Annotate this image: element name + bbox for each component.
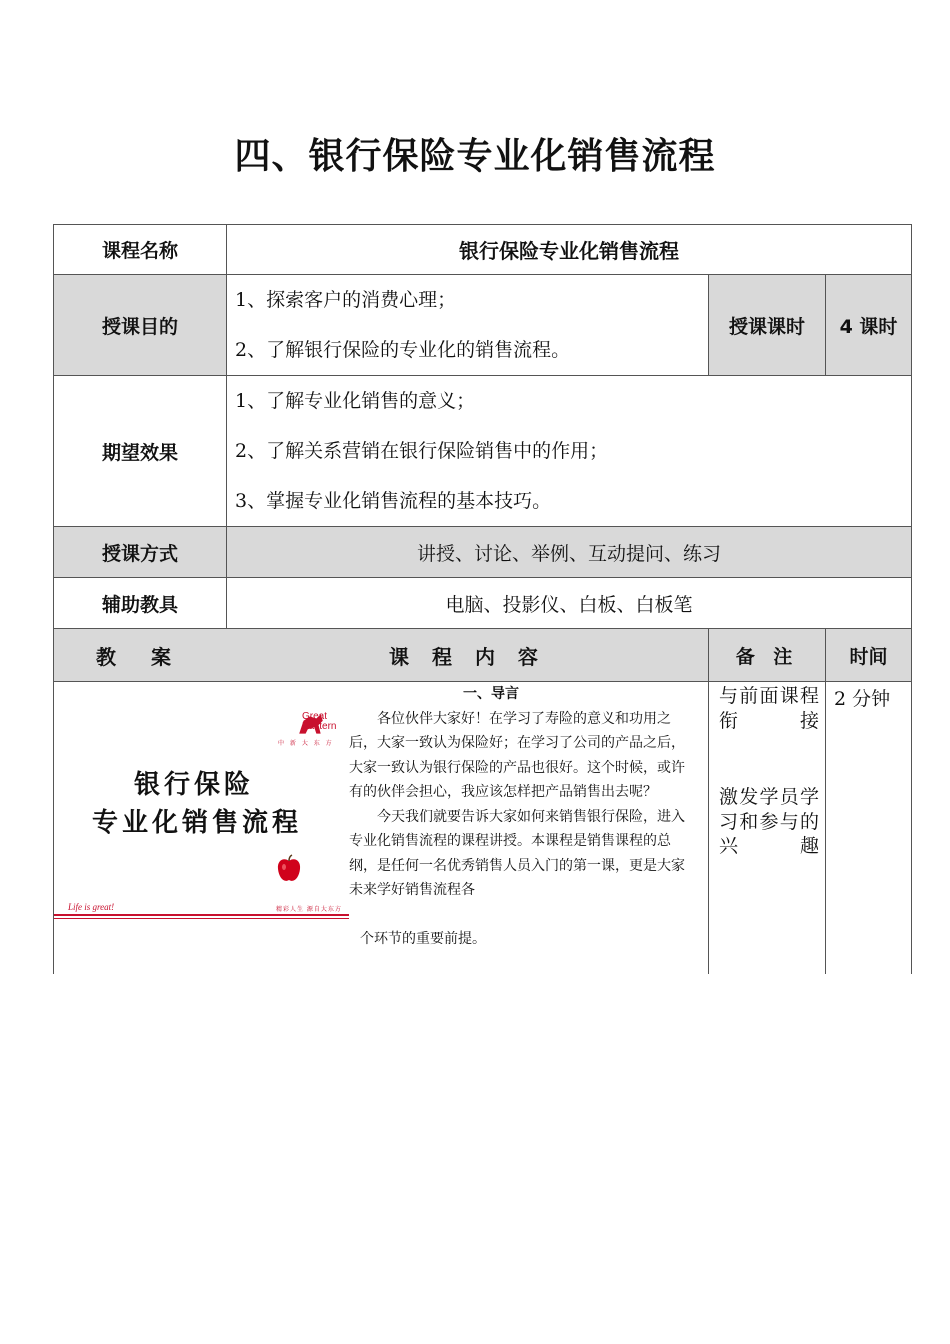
row-course-name [54, 225, 912, 275]
row-lesson [54, 682, 912, 974]
purpose-label: 授课目的 [54, 275, 227, 376]
purpose-list [227, 275, 709, 376]
row-effect [54, 376, 912, 527]
apple-icon [276, 854, 302, 884]
effect-item: 2、了解关系营销在银行保险销售中的作用； [235, 440, 609, 462]
header-notes: 备 注 [709, 629, 826, 682]
logo-cn-text: 中 新 大 东 方 [278, 740, 334, 747]
header-content: 课 程 内 容 [389, 644, 546, 669]
cover-slide-image [54, 682, 349, 922]
effect-label: 期望效果 [54, 376, 227, 527]
notes-cell [709, 682, 826, 974]
effect-item: 1、了解专业化销售的意义； [235, 390, 476, 412]
aids-value: 电脑、投影仪、白板、白板笔 [227, 578, 912, 629]
effect-item: 3、掌握专业化销售流程的基本技巧。 [235, 490, 552, 512]
page-title: 四、银行保险专业化销售流程 [234, 136, 716, 177]
row-header [54, 629, 912, 682]
slide-motto: 精彩人生 源自大东方 [276, 906, 342, 913]
slide-stripe [54, 918, 349, 919]
lesson-paragraph: 各位伙伴大家好！在学习了寿险的意义和功用之后，大家一致认为保险好；在学习了公司的产品之后，大家一致认为银行保险的产品也很好。这个时候，或许有的伙伴会担心，我应该怎样把产品销售出去呢？ [349, 710, 685, 800]
purpose-item: 2、了解银行保险的专业化的销售流程。 [235, 339, 571, 361]
effect-list [227, 376, 912, 527]
row-purpose [54, 275, 912, 376]
header-plan: 教 案 [96, 644, 185, 669]
logo-text-2: Eastern [302, 721, 337, 732]
row-aids [54, 578, 912, 629]
slide-tagline: Life is great! [68, 902, 115, 912]
course-name-value: 银行保险专业化销售流程 [227, 225, 912, 275]
slide-title-line1: 银行保险 [134, 770, 255, 800]
time-value: 2 分钟 [826, 682, 912, 974]
row-method [54, 527, 912, 578]
purpose-item: 1、探索客户的消费心理； [235, 289, 457, 311]
lesson-plan-table [53, 224, 912, 974]
lesson-paragraph-tail: 个环节的重要前提。 [360, 931, 486, 947]
hours-value: 4 课时 [826, 275, 912, 376]
lesson-text [349, 682, 693, 903]
note-item: 激发学员学习和参与的兴趣 [719, 786, 819, 857]
aids-label: 辅助教具 [54, 578, 227, 629]
section-heading: 一、导言 [463, 686, 519, 702]
method-value: 讲授、讨论、举例、互动提问、练习 [227, 527, 912, 578]
course-name-label: 课程名称 [54, 225, 227, 275]
hours-label: 授课课时 [709, 275, 826, 376]
note-item: 与前面课程衔接 [719, 685, 819, 732]
header-time: 时间 [826, 629, 912, 682]
lesson-paragraph: 今天我们就要告诉大家如何来销售银行保险，进入专业化销售流程的课程讲授。本课程是销售课程的总纲，是任何一名优秀销售人员入门的第一课，更是大家未来学好销售流程各 [349, 808, 685, 898]
slide-title-line2: 专业化销售流程 [92, 808, 303, 838]
method-label: 授课方式 [54, 527, 227, 578]
slide-stripe [54, 914, 349, 916]
logo-text-1: Great [302, 711, 328, 722]
